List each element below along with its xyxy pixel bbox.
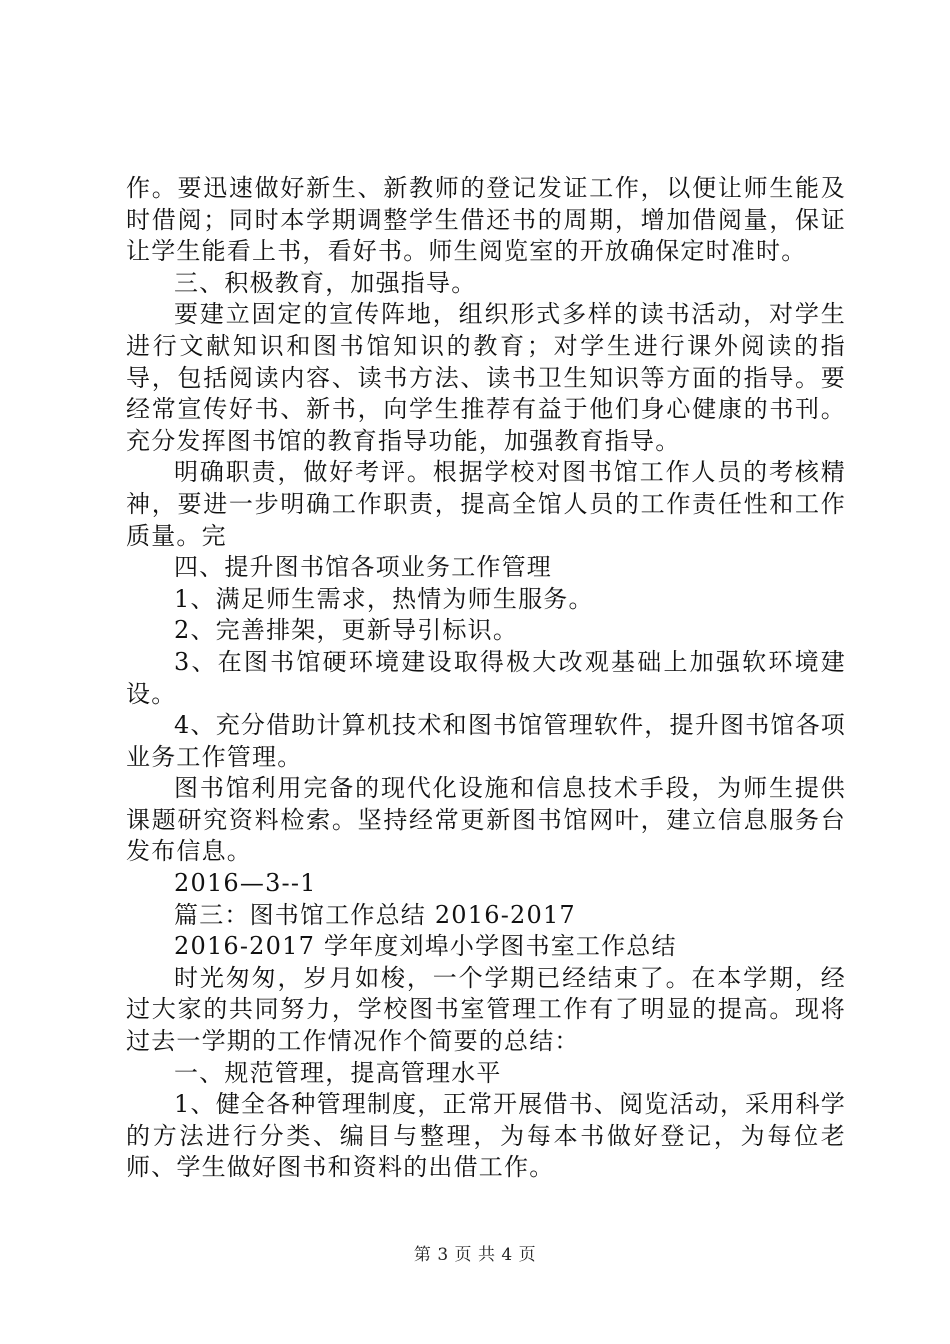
section-heading-1: 一、规范管理，提高管理水平 — [174, 1058, 502, 1087]
document-body — [126, 173, 846, 1184]
paragraph-continuation: 作。要迅速做好新生、新教师的登记发证工作，以便让师生能及时借阅；同时本学期调整学生借还书的周期，增加借阅量，保证让学生能看上书，看好书。师生阅览室的开放确保定时准时。 — [126, 174, 846, 266]
report-title: 2016-2017 学年度刘埠小学图书室工作总结 — [174, 932, 677, 961]
list-item: 1、满足师生需求，热情为师生服务。 — [174, 584, 594, 613]
paragraph: 要建立固定的宣传阵地，组织形式多样的读书活动，对学生进行文献知识和图书馆知识的教育；对学生进行课外阅读的指导，包括阅读内容、读书方法、读书卫生知识等方面的指导。要经常宣传好书、新书，向学生推荐有益于他们身心健康的书刊。充分发挥图书馆的教育指导功能，加强教育指导。 — [126, 300, 846, 455]
chapter-title: 篇三：图书馆工作总结 2016-2017 — [174, 900, 576, 929]
paragraph: 图书馆利用完备的现代化设施和信息技术手段，为师生提供课题研究资料检索。坚持经常更新图书馆网叶，建立信息服务台发布信息。 — [126, 774, 846, 866]
section-heading-4: 四、提升图书馆各项业务工作管理 — [174, 553, 552, 582]
list-item: 4、充分借助计算机技术和图书馆管理软件，提升图书馆各项业务工作管理。 — [126, 711, 846, 771]
list-item: 3、在图书馆硬环境建设取得极大改观基础上加强软环境建设。 — [126, 647, 846, 708]
list-item: 1、健全各种管理制度，正常开展借书、阅览活动，采用科学的方法进行分类、编目与整理，为每本书做好登记，为每位老师、学生做好图书和资料的出借工作。 — [126, 1090, 846, 1182]
date-line: 2016—3--1 — [174, 869, 317, 898]
section-heading-3: 三、积极教育，加强指导。 — [174, 268, 477, 297]
paragraph: 明确职责，做好考评。根据学校对图书馆工作人员的考核精神，要进一步明确工作职责，提高全馆人员的工作责任性和工作质量。完 — [126, 458, 846, 550]
paragraph: 时光匆匆，岁月如梭，一个学期已经结束了。在本学期，经过大家的共同努力，学校图书室管理工作有了明显的提高。现将过去一学期的工作情况作个简要的总结： — [126, 963, 846, 1056]
list-item: 2、完善排架，更新导引标识。 — [174, 616, 519, 645]
page-number-footer: 第 3 页 共 4 页 — [413, 1245, 537, 1265]
